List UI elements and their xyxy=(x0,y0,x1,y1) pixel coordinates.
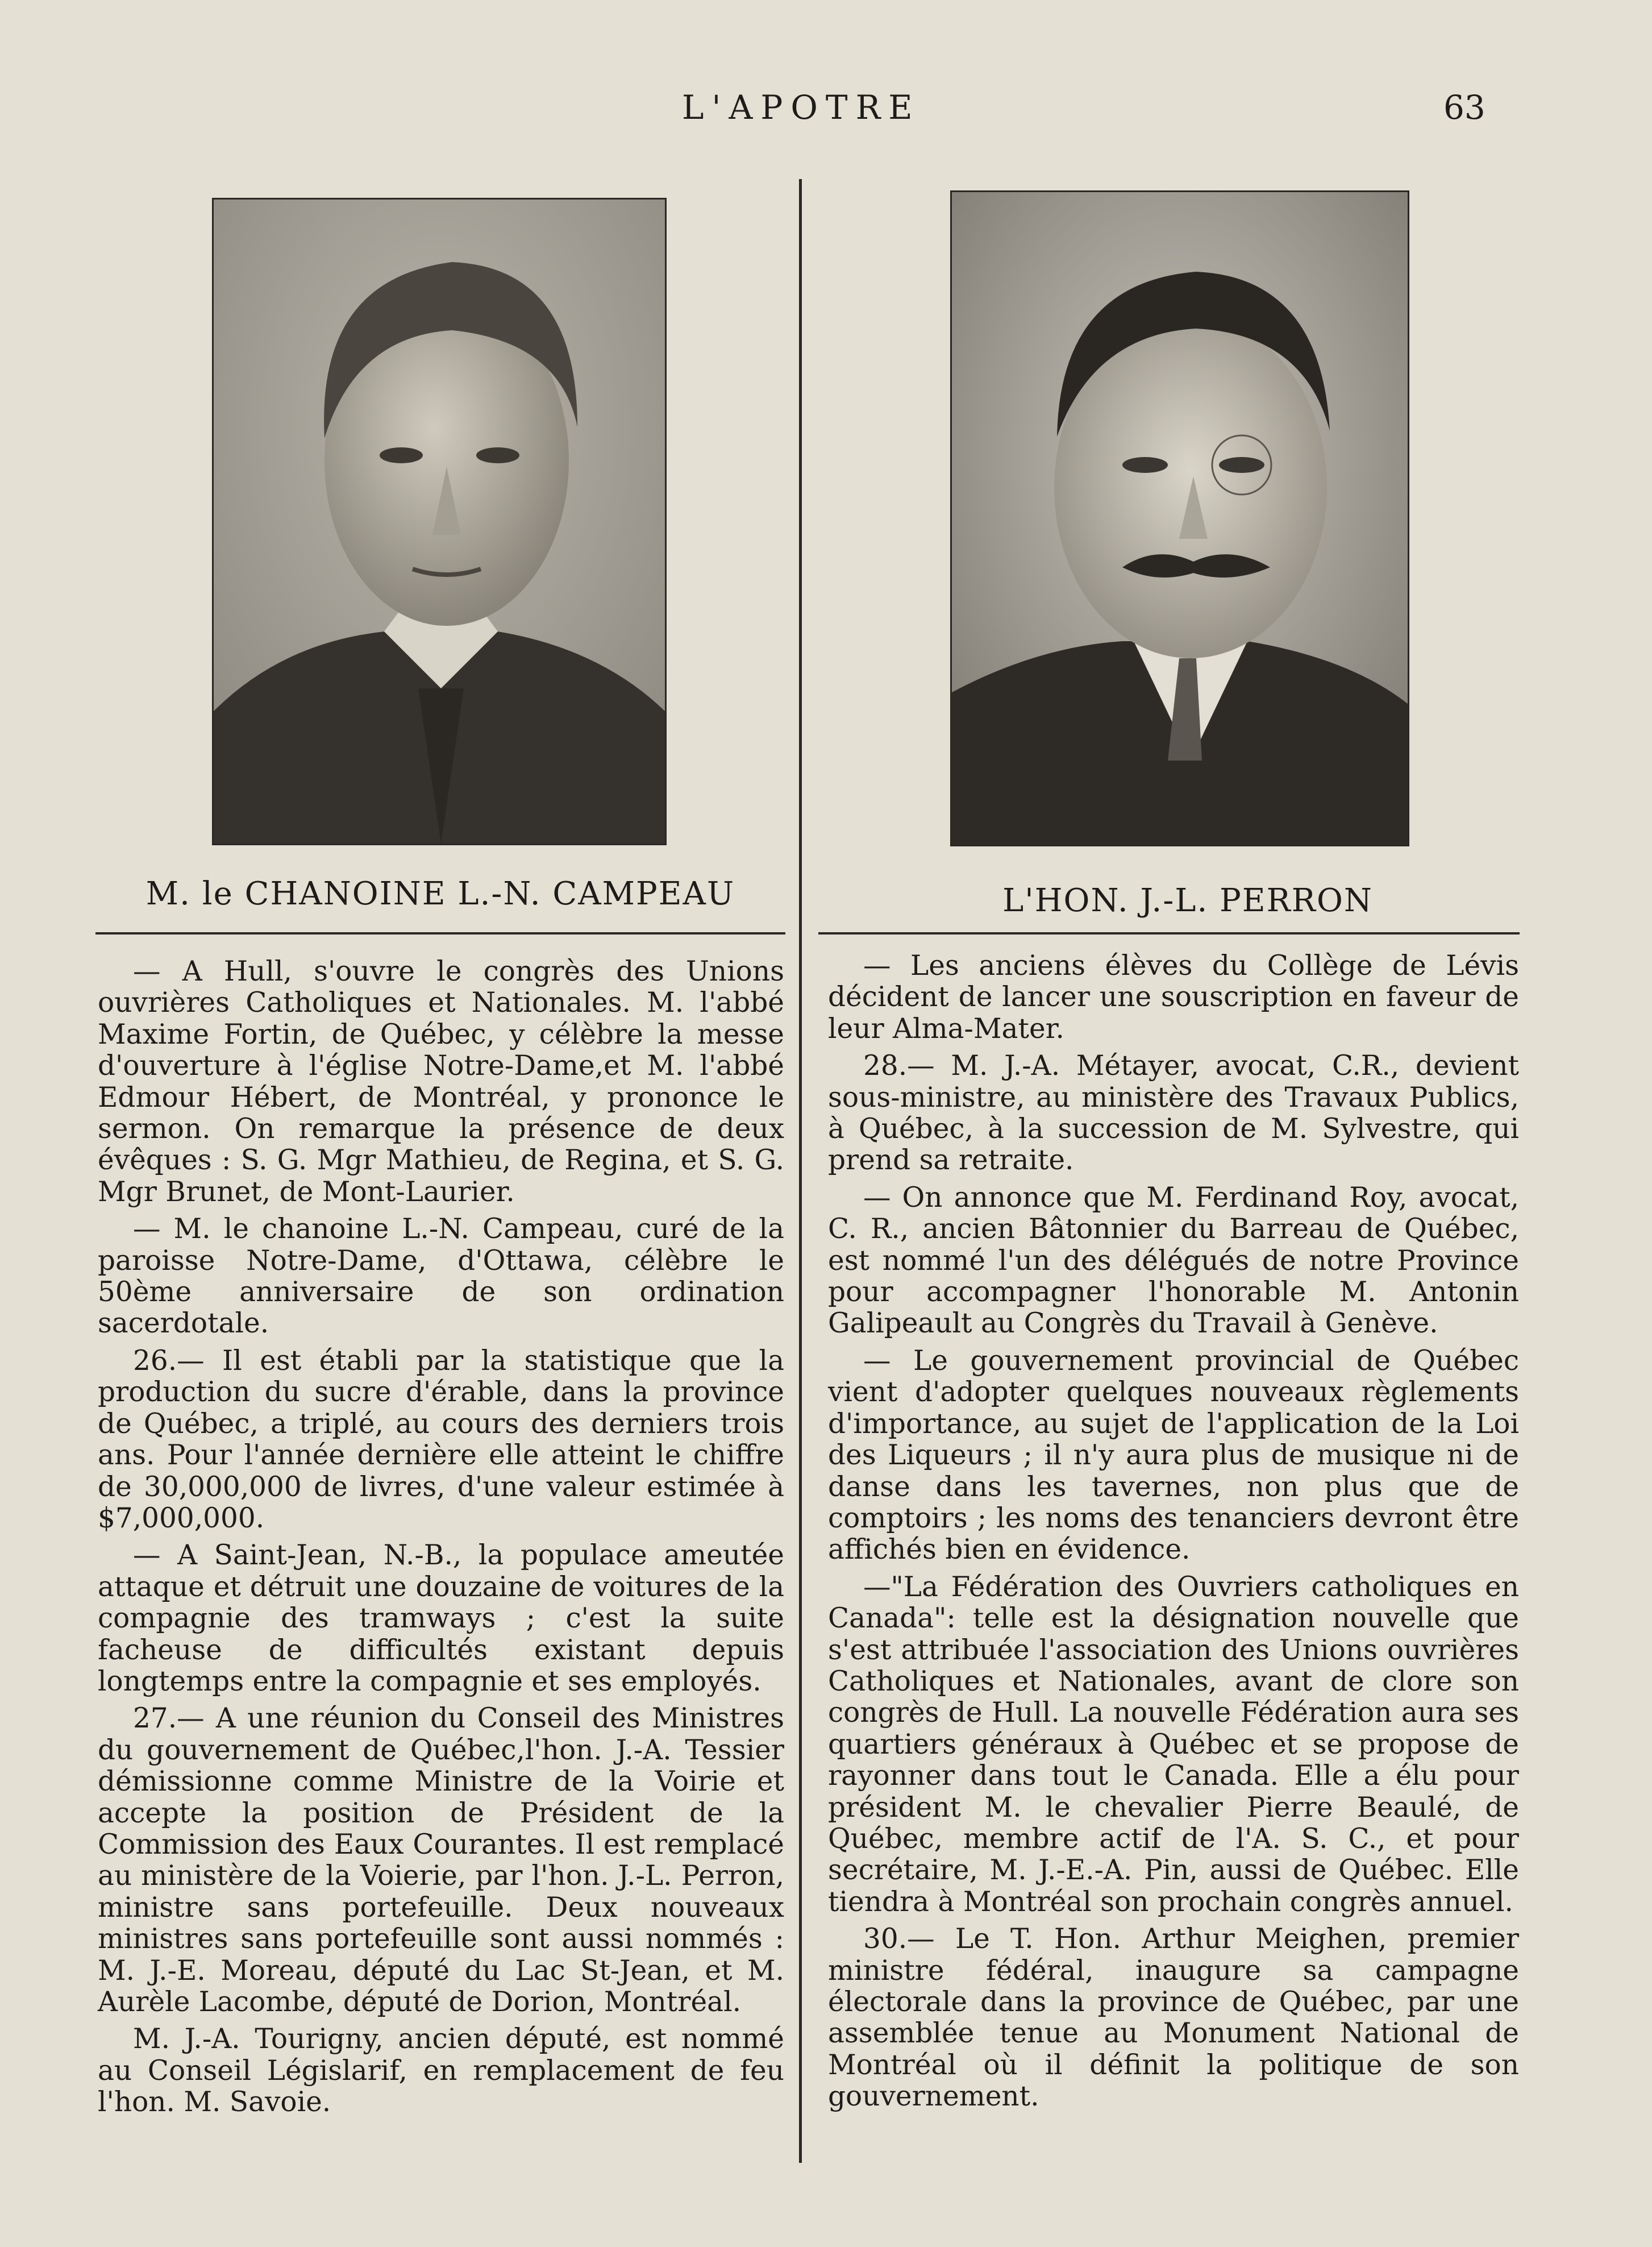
caption-rule-right xyxy=(818,932,1520,934)
paragraph: —"La Fédération des Ouvriers catholiques en Canada": telle est la désignation nouvelle que s'est attribuée l'association des Unions ouvrières Catholiques et Nationales, avant de clore son congrès de Hull. La nouvelle Fédération aura ses quartiers généraux à Québec et se propose de rayonner dans tout le Canada. Elle a élu pour président M. le chevalier Pierre Beaulé, de Québec, membre actif de l'A. S. C., et pour secrétaire, M. J.-E.-A. Pin, aussi de Québec. Elle tiendra à Montréal son prochain congrès annuel. xyxy=(828,1571,1519,1918)
paragraph: — M. le chanoine L.-N. Campeau, curé de la paroisse Notre-Dame, d'Ottawa, célèbre le 50ème anniversaire de son ordination sacerdotale. xyxy=(98,1213,784,1340)
paragraph: — A Saint-Jean, N.-B., la populace ameutée attaque et détruit une douzaine de voitures de la compagnie des tramways ; c'est la suite facheuse de difficultés existant depuis longtemps entre la compagnie et ses employés. xyxy=(98,1539,784,1697)
caption-rule-left xyxy=(95,932,785,934)
paragraph: 30.— Le T. Hon. Arthur Meighen, premier ministre fédéral, inaugure sa campagne électorale dans la province de Québec, par une assemblée tenue au Monument National de Montréal où il définit la politique de son gouvernement. xyxy=(828,1923,1519,2113)
paragraph: 27.— A une réunion du Conseil des Ministres du gouvernement de Québec,l'hon. J.-A. Tessier démissionne comme Ministre de la Voirie et accepte la position de Président de la Commission des Eaux Courantes. Il est remplacé au ministère de la Voierie, par l'hon. J.-L. Perron, ministre sans portefeuille. Deux nouveaux ministres sans portefeuille sont aussi nommés : M. J.-E. Moreau, député du Lac St-Jean, et M. Aurèle Lacombe, député de Dorion, Montréal. xyxy=(98,1702,784,2018)
column-divider xyxy=(799,179,802,2163)
text-column-left xyxy=(98,956,784,2124)
portrait-caption-left: M. le CHANOINE L.-N. CAMPEAU xyxy=(145,875,735,912)
portrait-caption-right: L'HON. J.-L. PERRON xyxy=(1002,882,1373,919)
portrait-campeau xyxy=(212,198,667,845)
paragraph: — Le gouvernement provincial de Québec vient d'adopter quelques nouveaux règlements d'importance, au sujet de l'application de la Loi des Liqueurs ; il n'y aura plus de musique ni de danse dans les tavernes, non plus que de comptoirs ; les noms des tenanciers devront être affichés bien en évidence. xyxy=(828,1344,1519,1566)
portrait-perron xyxy=(950,190,1409,846)
text-column-right xyxy=(828,950,1519,2119)
running-title: L'APOTRE xyxy=(682,88,921,127)
paragraph: 26.— Il est établi par la statistique que la production du sucre d'érable, dans la province de Québec, a triplé, au cours des derniers trois ans. Pour l'année dernière elle atteint le chiffre de 30,000,000 de livres, d'une valeur estimée à $7,000,000. xyxy=(98,1344,784,1534)
paragraph: M. J.-A. Tourigny, ancien député, est nommé au Conseil Législarif, en remplacement de feu l'hon. M. Savoie. xyxy=(98,2023,784,2119)
paragraph: 28.— M. J.-A. Métayer, avocat, C.R., devient sous-ministre, au ministère des Travaux Publics, à Québec, à la succession de M. Sylvestre, qui prend sa retraite. xyxy=(828,1050,1519,1177)
page-number: 63 xyxy=(1443,88,1485,127)
paragraph: — Les anciens élèves du Collège de Lévis décident de lancer une souscription en faveur de leur Alma-Mater. xyxy=(828,950,1519,1045)
paragraph: — On annonce que M. Ferdinand Roy, avocat, C. R., ancien Bâtonnier du Barreau de Québec, est nommé l'un des délégués de notre Province pour accompagner l'honorable M. Antonin Galipeault au Congrès du Travail à Genève. xyxy=(828,1181,1519,1340)
paragraph: — A Hull, s'ouvre le congrès des Unions ouvrières Catholiques et Nationales. M. l'abbé Maxime Fortin, de Québec, y célèbre la messe d'ouverture à l'église Notre-Dame,et M. l'abbé Edmour Hébert, de Montréal, y prononce le sermon. On remarque la présence de deux évêques : S. G. Mgr Mathieu, de Regina, et S. G. Mgr Brunet, de Mont-Laurier. xyxy=(98,956,784,1208)
